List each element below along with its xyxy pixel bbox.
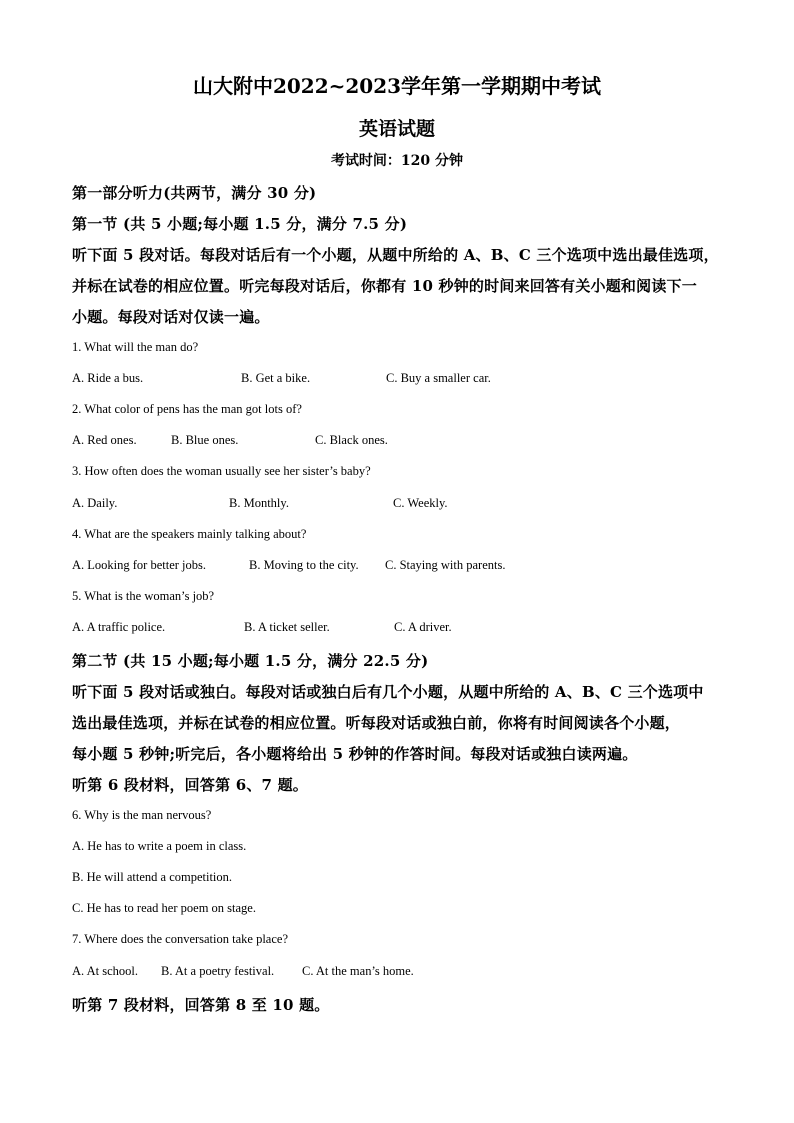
question-6-option-b: B. He will attend a competition. [72, 870, 233, 884]
question-2-option-c: C. Black ones. [315, 433, 388, 447]
question-7-option-a: A. At school. [72, 964, 138, 978]
section1-heading: 第一节 (共 5 小题;每小题 1.5 分，满分 7.5 分) [72, 215, 408, 233]
question-6: 6. Why is the man nervous? [72, 808, 212, 822]
question-3-option-a: A. Daily. [72, 496, 118, 510]
exam-title: 山大附中2022~2023学年第一学期期中考试 [192, 74, 602, 98]
section2-heading: 第二节 (共 15 小题;每小题 1.5 分，满分 22.5 分) [72, 652, 429, 670]
section2-instruction-line: 选出最佳选项，并标在试卷的相应位置。听每段对话或独白前，你将有时间阅读各个小题， [72, 714, 681, 732]
question-5: 5. What is the woman’s job? [72, 589, 215, 603]
section2-instruction-line: 听下面 5 段对话或独白。每段对话或独白后有几个小题，从题中所给的 A、B、C 三个选项中 [72, 683, 704, 701]
exam-time: 考试时间：120 分钟 [330, 153, 464, 169]
question-4: 4. What are the speakers mainly talking about? [72, 527, 307, 541]
question-4-option-a: A. Looking for better jobs. [72, 558, 207, 572]
question-5-option-c: C. A driver. [394, 620, 452, 634]
section1-instruction-line: 听下面 5 段对话。每段对话后有一个小题，从题中所给的 A、B、C 三个选项中选出最佳选项， [72, 246, 719, 264]
question-3-option-b: B. Monthly. [229, 496, 289, 510]
question-5-option-b: B. A ticket seller. [244, 620, 330, 634]
material-6-heading: 听第 6 段材料，回答第 6、7 题。 [72, 776, 309, 794]
question-1-option-b: B. Get a bike. [241, 371, 311, 385]
material-7-heading: 听第 7 段材料，回答第 8 至 10 题。 [72, 996, 330, 1014]
exam-subject: 英语试题 [358, 118, 435, 140]
section1-instruction-line: 小题。每段对话对仅读一遍。 [72, 308, 270, 326]
question-6-option-a: A. He has to write a poem in class. [72, 839, 247, 853]
question-2: 2. What color of pens has the man got lots of? [72, 402, 302, 416]
question-3-option-c: C. Weekly. [393, 496, 448, 510]
question-2-option-a: A. Red ones. [72, 433, 137, 447]
section2-instruction-line: 每小题 5 秒钟;听完后，各小题将给出 5 秒钟的作答时间。每段对话或独白读两遍。 [72, 745, 638, 763]
question-1-option-a: A. Ride a bus. [72, 371, 144, 385]
question-7-option-c: C. At the man’s home. [302, 964, 414, 978]
part1-heading: 第一部分听力(共两节，满分 30 分) [72, 184, 317, 202]
question-1: 1. What will the man do? [72, 340, 199, 354]
section1-instruction-line: 并标在试卷的相应位置。听完每段对话后，你都有 10 秒钟的时间来回答有关小题和阅读下一 [72, 277, 697, 295]
question-5-option-a: A. A traffic police. [72, 620, 166, 634]
question-4-option-c: C. Staying with parents. [385, 558, 506, 572]
question-3: 3. How often does the woman usually see her sister’s baby? [72, 464, 371, 478]
question-7-option-b: B. At a poetry festival. [161, 964, 275, 978]
question-1-option-c: C. Buy a smaller car. [386, 371, 491, 385]
question-2-option-b: B. Blue ones. [171, 433, 239, 447]
question-6-option-c: C. He has to read her poem on stage. [72, 901, 256, 915]
question-4-option-b: B. Moving to the city. [249, 558, 359, 572]
question-7: 7. Where does the conversation take place? [72, 932, 288, 946]
